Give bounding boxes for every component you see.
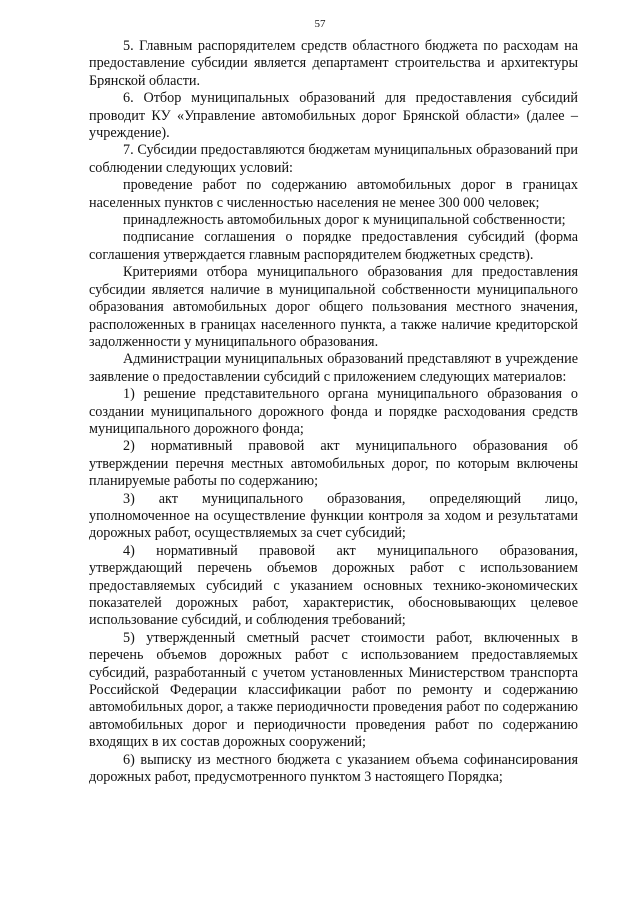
page-number: 57 bbox=[314, 18, 326, 30]
list-item-6: 6) выписку из местного бюджета с указанием объема софинансирования дорожных работ, предусмотренного пунктом 3 настоящего Порядка; bbox=[89, 751, 578, 786]
paragraph-selection-criteria: Критериями отбора муниципального образования для предоставления субсидии является наличие в муниципальной собственности муниципального образования автомобильных дорог общего пользования местного значения, расположенных в границах населенного пункта, а также наличие кредиторской задолженности у муниципального образования. bbox=[89, 264, 578, 350]
list-item-3: 3) акт муниципального образования, определяющий лицо, уполномоченное на осуществление функции контроля за ходом и результатами дорожных работ, осуществляемых за счет субсидий; bbox=[89, 490, 578, 542]
paragraph-6-selection: 6. Отбор муниципальных образований для предоставления субсидий проводит КУ «Управление автомобильных дорог Брянской области» (далее – учреждение). bbox=[89, 90, 578, 142]
condition-municipal-ownership: принадлежность автомобильных дорог к муниципальной собственности; bbox=[123, 212, 566, 229]
paragraph-application-materials: Администрации муниципальных образований представляют в учреждение заявление о предоставлении субсидий с приложением следующих материалов: bbox=[89, 351, 578, 385]
list-item-5: 5) утвержденный сметный расчет стоимости работ, включенных в перечень объемов дорожных работ с использованием предоставляемых субсидий, разработанный с учетом установленных Министерством транспорта Российской Федерации классификации работ по ремонту и содержанию автомобильных дорог, а также периодичности проведения работ по содержанию автомобильных дорог и периодичности проведения работ по содержанию входящих в их состав дорожных сооружений; bbox=[89, 629, 578, 751]
paragraph-5-main-distributor: 5. Главным распорядителем средств областного бюджета по расходам на предоставление субсидии является департамент строительства и архитектуры Брянской области. bbox=[89, 38, 578, 89]
condition-road-maintenance: проведение работ по содержанию автомобильных дорог в границах населенных пунктов с численностью населения не менее 300 000 человек; bbox=[89, 177, 578, 211]
list-item-1: 1) решение представительного органа муниципального образования о создании муниципального дорожного фонда и порядке расходования средств муниципального дорожного фонда; bbox=[89, 386, 578, 437]
document-body bbox=[89, 38, 578, 786]
list-item-4: 4) нормативный правовой акт муниципального образования, утверждающий перечень объемов дорожных работ с использованием предоставляемых субсидий с указанием основных технико-экономических показателей дорожных работ, характеристик, обосновывающих целевое использование субсидий, и соблюдения требований; bbox=[89, 542, 578, 629]
paragraph-7-conditions: 7. Субсидии предоставляются бюджетам муниципальных образований при соблюдении следующих условий: bbox=[89, 142, 578, 176]
list-item-2: 2) нормативный правовой акт муниципального образования об утверждении перечня местных автомобильных дорог, по которым включены планируемые работы по содержанию; bbox=[89, 438, 578, 490]
condition-agreement: подписание соглашения о порядке предоставления субсидий (форма соглашения утверждается главным распорядителем бюджетных средств). bbox=[89, 229, 578, 263]
